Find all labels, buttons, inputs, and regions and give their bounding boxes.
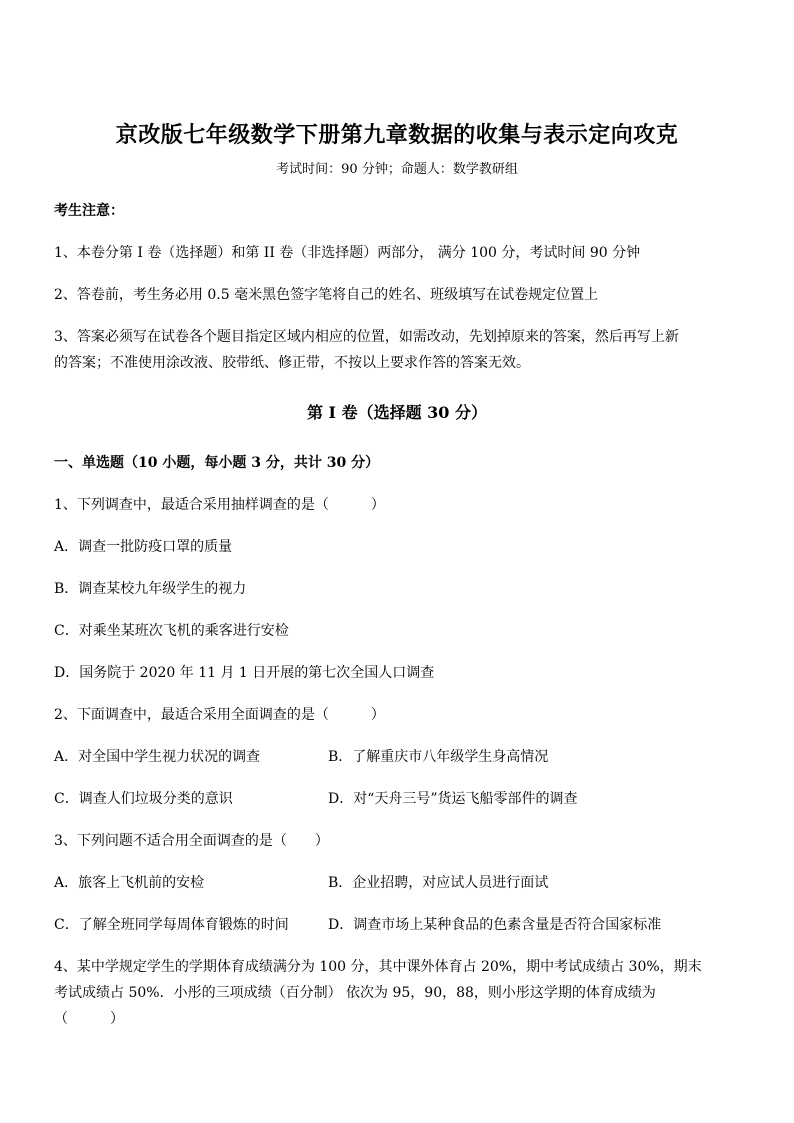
question-1-option-a: A．调查一批防疫口罩的质量 — [54, 539, 233, 555]
question-3-option-a: A．旅客上飞机前的安检 — [54, 875, 205, 891]
question-2-option-d: D．对“天舟三号”货运飞船零部件的调查 — [328, 791, 578, 807]
question-4-stem-line-1: 4、某中学规定学生的学期体育成绩满分为 100 分，其中课外体育占 20%，期中考试成绩占 30%，期末 — [54, 959, 702, 975]
question-1-option-d: D．国务院于 2020 年 11 月 1 日开展的第七次全国人口调查 — [54, 665, 435, 681]
question-2-option-b: B．了解重庆市八年级学生身高情况 — [328, 749, 549, 765]
question-4-stem-line-2: 考试成绩占 50%．小彤的三项成绩（百分制） 依次为 95，90，88，则小彤这学期的体育成绩为 — [54, 985, 656, 1001]
question-1-option-b: B．调查某校九年级学生的视力 — [54, 581, 247, 597]
notice-item-3-continued: 的答案；不准使用涂改液、胶带纸、修正带，不按以上要求作答的答案无效。 — [54, 355, 530, 371]
question-1-option-c: C．对乘坐某班次飞机的乘客进行安检 — [54, 623, 289, 639]
notice-item-1: 1、本卷分第 I 卷（选择题）和第 II 卷（非选择题）两部分， 满分 100 分，考试时间 90 分钟 — [54, 245, 641, 261]
notice-item-2: 2、答卷前，考生务必用 0.5 毫米黑色签字笔将自己的姓名、班级填写在试卷规定位置上 — [54, 287, 599, 303]
exam-info: 考试时间：90 分钟；命题人：数学教研组 — [276, 162, 518, 177]
question-3-stem: 3、下列问题不适合用全面调查的是（ ） — [54, 833, 329, 849]
question-3-option-b: B．企业招聘，对应试人员进行面试 — [328, 875, 549, 891]
notice-item-3: 3、答案必须写在试卷各个题目指定区域内相应的位置，如需改动，先划掉原来的答案，然后再写上新 — [54, 329, 679, 345]
question-3-option-d: D．调查市场上某种食品的色素含量是否符合国家标准 — [328, 917, 662, 933]
question-3-option-c: C．了解全班同学每周体育锻炼的时间 — [54, 917, 289, 933]
question-1-stem: 1、下列调查中，最适合采用抽样调查的是（ ） — [54, 497, 385, 513]
question-4-answer-blank: （ ） — [54, 1011, 124, 1027]
question-2-stem: 2、下面调查中，最适合采用全面调查的是（ ） — [54, 707, 385, 723]
question-2-option-a: A．对全国中学生视力状况的调查 — [54, 749, 261, 765]
page-title: 京改版七年级数学下册第九章数据的收集与表示定向攻克 — [115, 122, 679, 148]
question-2-option-c: C．调查人们垃圾分类的意识 — [54, 791, 233, 807]
part1-title: 第 I 卷（选择题 30 分） — [306, 403, 488, 422]
section-heading: 一、单选题（10 小题，每小题 3 分，共计 30 分） — [54, 455, 380, 471]
notice-heading: 考生注意： — [54, 203, 124, 219]
